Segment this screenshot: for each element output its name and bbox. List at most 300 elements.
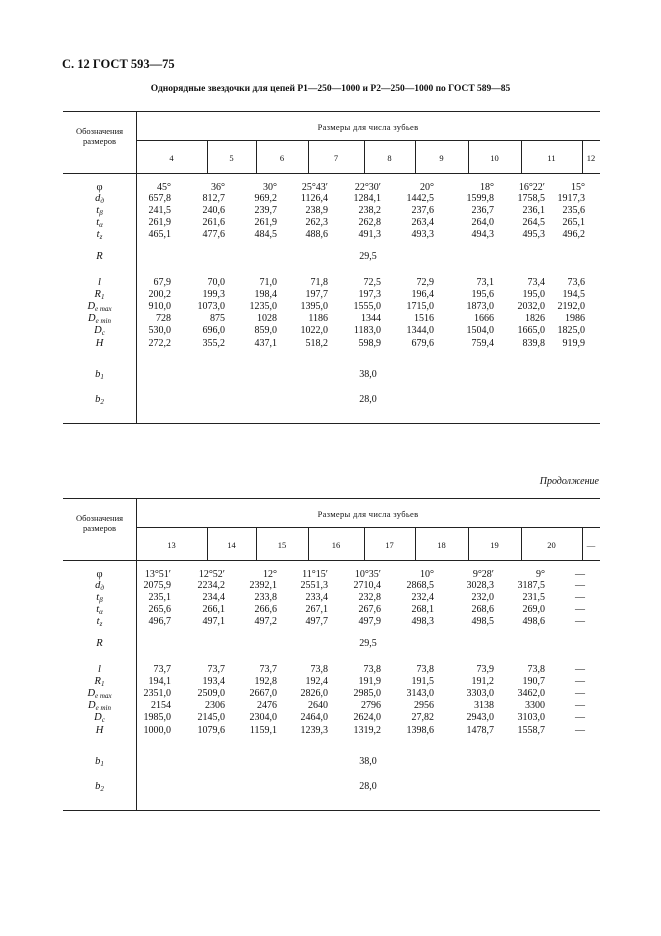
table-cell: 530,0 xyxy=(148,325,171,336)
header-line: Обозначения xyxy=(75,513,124,523)
table-cell: 1504,0 xyxy=(466,325,494,336)
table-cell: 493,3 xyxy=(411,229,434,240)
table-cell: 498,3 xyxy=(411,616,434,627)
table-cell: 2826,0 xyxy=(300,688,328,699)
table-cell: 9°28′ xyxy=(472,569,494,580)
table-cell: 1159,1 xyxy=(249,725,277,736)
table-cell: 261,9 xyxy=(254,217,277,228)
column-number: 20 xyxy=(547,540,556,550)
column-number: 15 xyxy=(277,540,287,550)
symbol-main: R xyxy=(94,289,101,300)
rule-top xyxy=(63,498,600,499)
table-cell: 235,1 xyxy=(148,592,171,603)
table-cell: 2192,0 xyxy=(557,301,585,312)
symbol-main: R xyxy=(96,638,103,649)
table-cell: 267,6 xyxy=(358,604,381,615)
symbol-subscript: 1 xyxy=(100,293,105,301)
table-cell: 266,1 xyxy=(202,604,225,615)
table-cell: 237,6 xyxy=(411,205,434,216)
table-cell: 3143,0 xyxy=(406,688,434,699)
column-number: 10 xyxy=(490,153,499,163)
page-header: С. 12 ГОСТ 593—75 xyxy=(62,57,175,71)
table-cell: 969,2 xyxy=(254,193,277,204)
table-cell: 2667,0 xyxy=(249,688,277,699)
table-cell: 1666 xyxy=(474,313,494,324)
table-cell: 236,7 xyxy=(471,205,494,216)
table-cell: 261,6 xyxy=(202,217,225,228)
table-cell: 200,2 xyxy=(148,289,171,300)
rule-size-header xyxy=(136,140,600,141)
table-cell: 231,5 xyxy=(522,592,545,603)
table-cell: 199,3 xyxy=(202,289,225,300)
table-cell: 45° xyxy=(157,182,171,193)
table-cell: 235,6 xyxy=(562,205,585,216)
row-symbol xyxy=(63,712,136,726)
table-cell: 22°30′ xyxy=(354,182,381,193)
size-header: Размеры для числа зубьев xyxy=(317,509,419,519)
table-cell: 233,4 xyxy=(305,592,328,603)
table-cell: 16°22′ xyxy=(518,182,545,193)
row-R-value: 29,5 xyxy=(359,638,377,649)
table-cell: 73,9 xyxy=(476,664,494,675)
symbol-subscript: z xyxy=(99,620,103,628)
symbol-subscript: e min xyxy=(95,317,111,325)
table-cell: 191,9 xyxy=(358,676,381,687)
table-cell: 194,1 xyxy=(148,676,171,687)
table-cell: 268,1 xyxy=(411,604,434,615)
column-number: 5 xyxy=(229,153,234,163)
table-cell: 1186 xyxy=(308,313,328,324)
table-cell: 598,9 xyxy=(358,338,381,349)
table-cell: 261,9 xyxy=(148,217,171,228)
symbol-main: t xyxy=(96,217,100,228)
table-cell: 1825,0 xyxy=(557,325,585,336)
symbol-main: D xyxy=(94,325,102,336)
table-cell: 498,6 xyxy=(522,616,545,627)
symbol-main: l xyxy=(98,277,101,288)
symbol-main: D xyxy=(87,301,96,312)
column-number: — xyxy=(586,540,596,550)
table-cell: 2943,0 xyxy=(466,712,494,723)
table-cell: 3028,3 xyxy=(466,580,494,591)
table-cell: 266,6 xyxy=(254,604,277,615)
table-cell: 264,5 xyxy=(522,217,545,228)
symbol-main: b xyxy=(95,756,101,767)
symbol-main: t xyxy=(96,205,100,216)
table-cell: 190,7 xyxy=(522,676,545,687)
symbol-main: t xyxy=(96,616,100,627)
row-symbol xyxy=(63,664,136,676)
table-cell: — xyxy=(575,580,585,591)
symbol-main: D xyxy=(88,313,96,324)
table-cell: 30° xyxy=(263,182,277,193)
table-cell: 2464,0 xyxy=(300,712,328,723)
header-line: размеров xyxy=(83,523,116,533)
table-cell: 265,1 xyxy=(562,217,585,228)
table-cell: 494,3 xyxy=(471,229,494,240)
table-cell: 2985,0 xyxy=(353,688,381,699)
table-cell: — xyxy=(575,700,585,711)
table-title: Однорядные звездочки для цепей Р1—250—1000 и Р2—250—1000 по ГОСТ 589—85 xyxy=(150,84,511,94)
rule-size-header xyxy=(136,527,600,528)
table-cell: 1558,7 xyxy=(517,725,545,736)
table-cell: 3187,5 xyxy=(517,580,545,591)
table-cell: 477,6 xyxy=(202,229,225,240)
table-cell: 3462,0 xyxy=(517,688,545,699)
table-cell: 3303,0 xyxy=(466,688,494,699)
symbol-main: t xyxy=(96,229,100,240)
header-line: размеров xyxy=(83,136,116,146)
table-cell: 355,2 xyxy=(202,338,225,349)
table-cell: 696,0 xyxy=(202,325,225,336)
symbol-subscript: д xyxy=(100,197,104,205)
row-symbol xyxy=(63,277,136,289)
table-cell: 728 xyxy=(156,313,171,324)
column-divider xyxy=(136,498,137,560)
symbol-main: φ xyxy=(96,569,103,580)
symbol-subscript: 2 xyxy=(100,785,104,793)
table-cell: 70,0 xyxy=(207,277,225,288)
table-cell: 11°15′ xyxy=(302,569,328,580)
symbol-main: D xyxy=(87,688,96,699)
symbol-main: d xyxy=(95,193,101,204)
column-divider xyxy=(136,111,137,173)
table-cell: 2145,0 xyxy=(197,712,225,723)
row-R-symbol xyxy=(63,638,136,650)
symbol-subscript: β xyxy=(99,209,103,217)
table-cell: 234,4 xyxy=(202,592,225,603)
table-cell: 73,8 xyxy=(310,664,328,675)
table-cell: 268,6 xyxy=(471,604,494,615)
table-cell: 73,1 xyxy=(476,277,494,288)
row-symbol xyxy=(63,325,136,339)
table-cell: 2392,1 xyxy=(249,580,277,591)
table-cell: 1344,0 xyxy=(406,325,434,336)
size-header: Размеры для числа зубьев xyxy=(317,122,419,132)
table-cell: 812,7 xyxy=(202,193,225,204)
table-cell: — xyxy=(575,592,585,603)
symbol-main: D xyxy=(88,700,96,711)
symbol-subscript: α xyxy=(99,221,103,229)
table-cell: 12°52′ xyxy=(198,569,225,580)
symbol-subscript: β xyxy=(99,596,103,604)
table-cell: 2710,4 xyxy=(353,580,381,591)
table-cell: 263,4 xyxy=(411,217,434,228)
table-cell: 191,5 xyxy=(411,676,434,687)
symbol-main: φ xyxy=(96,182,103,193)
column-number: 6 xyxy=(279,153,285,163)
table-cell: 1000,0 xyxy=(143,725,171,736)
table-cell: 518,2 xyxy=(305,338,328,349)
table-cell: — xyxy=(575,664,585,675)
table-cell: 497,2 xyxy=(254,616,277,627)
table-cell: 497,9 xyxy=(358,616,381,627)
table-cell: 15° xyxy=(571,182,585,193)
table-cell: 269,0 xyxy=(522,604,545,615)
table-cell: 232,8 xyxy=(358,592,381,603)
table-cell: 1478,7 xyxy=(466,725,494,736)
table-cell: 1028 xyxy=(257,313,277,324)
table-cell: 18° xyxy=(480,182,494,193)
row-b2-symbol xyxy=(63,394,136,408)
table-cell: 2304,0 xyxy=(249,712,277,723)
table-cell: 272,2 xyxy=(148,338,171,349)
table-cell: — xyxy=(575,569,585,580)
table-cell: 3138 xyxy=(474,700,494,711)
table-cell: 2032,0 xyxy=(517,301,545,312)
table-cell: 488,6 xyxy=(305,229,328,240)
symbol-subscript: c xyxy=(101,329,105,337)
table-cell: 1599,8 xyxy=(466,193,494,204)
table-cell: 238,2 xyxy=(358,205,381,216)
symbol-main: H xyxy=(95,725,104,736)
symbol-subscript: α xyxy=(99,608,103,616)
header-line: Обозначения xyxy=(75,126,124,136)
table-cell: 1395,0 xyxy=(300,301,328,312)
table-cell: 233,8 xyxy=(254,592,277,603)
table-cell: 491,3 xyxy=(358,229,381,240)
row-b1-symbol xyxy=(63,756,136,770)
table-cell: 3300 xyxy=(525,700,545,711)
table-cell: 2551,3 xyxy=(300,580,328,591)
row-symbol xyxy=(63,616,136,630)
column-number: 7 xyxy=(333,153,339,163)
table-cell: 679,6 xyxy=(411,338,434,349)
table-cell: 265,6 xyxy=(148,604,171,615)
table-cell: 71,0 xyxy=(259,277,277,288)
table-cell: 1183,0 xyxy=(353,325,381,336)
table-cell: — xyxy=(575,604,585,615)
table-cell: 2640 xyxy=(308,700,328,711)
rule-top xyxy=(63,111,600,112)
table-cell: 194,5 xyxy=(562,289,585,300)
column-number: 14 xyxy=(227,540,236,550)
table-cell: 1917,3 xyxy=(557,193,585,204)
column-header-designations xyxy=(63,513,136,533)
table-cell: — xyxy=(575,712,585,723)
table-cell: 497,1 xyxy=(202,616,225,627)
table-cell: 1344 xyxy=(361,313,381,324)
table-cell: 239,7 xyxy=(254,205,277,216)
table-cell: 73,8 xyxy=(363,664,381,675)
table-cell: 919,9 xyxy=(562,338,585,349)
symbol-subscript: z xyxy=(99,233,103,241)
table-cell: 859,0 xyxy=(254,325,277,336)
table-cell: 72,9 xyxy=(416,277,434,288)
table-cell: 496,2 xyxy=(562,229,585,240)
table-cell: 67,9 xyxy=(153,277,171,288)
table-cell: 73,8 xyxy=(416,664,434,675)
symbol-main: b xyxy=(95,781,101,792)
table-cell: 1555,0 xyxy=(353,301,381,312)
table-cell: 1715,0 xyxy=(406,301,434,312)
table-cell: 2154 xyxy=(151,700,171,711)
column-divider xyxy=(136,560,137,810)
table-cell: 1284,1 xyxy=(353,193,381,204)
table-cell: 73,4 xyxy=(527,277,545,288)
symbol-subscript: e max xyxy=(95,692,112,700)
table-cell: 25°43′ xyxy=(301,182,328,193)
table-cell: 241,5 xyxy=(148,205,171,216)
table-cell: 1826 xyxy=(525,313,545,324)
table-cell: 1442,5 xyxy=(406,193,434,204)
row-R-value: 29,5 xyxy=(359,251,377,262)
continuation-label: Продолжение xyxy=(539,476,599,487)
symbol-main: D xyxy=(94,712,102,723)
row-symbol xyxy=(63,725,136,737)
column-number: 19 xyxy=(490,540,499,550)
rule-bottom xyxy=(63,810,600,811)
table-cell: 2351,0 xyxy=(143,688,171,699)
table-cell: — xyxy=(575,616,585,627)
table-cell: 759,4 xyxy=(471,338,494,349)
column-number: 8 xyxy=(387,153,392,163)
table-cell: 9° xyxy=(536,569,545,580)
rule-bottom xyxy=(63,423,600,424)
table-cell: 497,7 xyxy=(305,616,328,627)
table-cell: 2796 xyxy=(361,700,381,711)
row-b2-value: 28,0 xyxy=(359,781,377,792)
table-cell: 1126,4 xyxy=(300,193,328,204)
table-cell: 1665,0 xyxy=(517,325,545,336)
table-cell: 1235,0 xyxy=(249,301,277,312)
table-cell: 1873,0 xyxy=(466,301,494,312)
symbol-main: R xyxy=(96,251,103,262)
table-cell: 2075,9 xyxy=(143,580,171,591)
row-b2-value: 28,0 xyxy=(359,394,377,405)
table-cell: 1079,6 xyxy=(197,725,225,736)
table-cell: 875 xyxy=(210,313,225,324)
symbol-main: b xyxy=(95,369,101,380)
table-cell: 1398,6 xyxy=(406,725,434,736)
symbol-main: R xyxy=(94,676,101,687)
table-cell: 197,3 xyxy=(358,289,381,300)
table-cell: 73,7 xyxy=(259,664,277,675)
table-cell: 657,8 xyxy=(148,193,171,204)
table-cell: 262,3 xyxy=(305,217,328,228)
table-cell: 1516 xyxy=(414,313,434,324)
table-cell: 195,6 xyxy=(471,289,494,300)
table-cell: 264,0 xyxy=(471,217,494,228)
row-symbol xyxy=(63,338,136,350)
symbol-subscript: e min xyxy=(95,704,111,712)
symbol-subscript: 1 xyxy=(100,680,105,688)
symbol-subscript: 1 xyxy=(100,373,104,381)
column-number: 13 xyxy=(167,540,176,550)
symbol-main: t xyxy=(96,604,100,615)
table-cell: 267,1 xyxy=(305,604,328,615)
symbol-main: t xyxy=(96,592,100,603)
table-cell: 240,6 xyxy=(202,205,225,216)
column-divider xyxy=(136,173,137,423)
table-cell: 2234,2 xyxy=(197,580,225,591)
table-cell: 73,8 xyxy=(527,664,545,675)
column-number: 4 xyxy=(169,153,174,163)
table-cell: 1022,0 xyxy=(300,325,328,336)
rule-header-bottom xyxy=(63,173,600,174)
table-cell: 73,7 xyxy=(207,664,225,675)
table-cell: 27,82 xyxy=(411,712,434,723)
column-number: 17 xyxy=(385,540,394,550)
table-cell: 10° xyxy=(420,569,434,580)
symbol-subscript: д xyxy=(100,584,104,592)
column-number: 9 xyxy=(439,153,444,163)
symbol-main: l xyxy=(98,664,101,675)
table-cell: 232,4 xyxy=(411,592,434,603)
table-cell: 195,0 xyxy=(522,289,545,300)
table-cell: 2476 xyxy=(257,700,277,711)
table-cell: 2956 xyxy=(414,700,434,711)
row-b1-symbol xyxy=(63,369,136,383)
table-cell: 72,5 xyxy=(363,277,381,288)
table-cell: 192,8 xyxy=(254,676,277,687)
column-number: 12 xyxy=(586,153,596,163)
table-cell: 1073,0 xyxy=(197,301,225,312)
table-cell: 262,8 xyxy=(358,217,381,228)
table-cell: 3103,0 xyxy=(517,712,545,723)
table-cell: 839,8 xyxy=(522,338,545,349)
table-cell: 71,8 xyxy=(310,277,328,288)
table-cell: 193,4 xyxy=(202,676,225,687)
table-cell: 484,5 xyxy=(254,229,277,240)
table-cell: 437,1 xyxy=(254,338,277,349)
table-cell: 498,5 xyxy=(471,616,494,627)
table-cell: 191,2 xyxy=(471,676,494,687)
table-cell: 12° xyxy=(263,569,277,580)
row-b2-symbol xyxy=(63,781,136,795)
table-cell: 2624,0 xyxy=(353,712,381,723)
symbol-subscript: 2 xyxy=(100,398,104,406)
table-cell: 192,4 xyxy=(305,676,328,687)
symbol-main: H xyxy=(95,338,104,349)
table-cell: 20° xyxy=(420,182,434,193)
table-cell: 465,1 xyxy=(148,229,171,240)
table-cell: 13°51′ xyxy=(144,569,171,580)
table-cell: — xyxy=(575,676,585,687)
table-cell: 910,0 xyxy=(148,301,171,312)
symbol-subscript: e max xyxy=(95,305,112,313)
column-number: 16 xyxy=(331,540,341,550)
column-header-designations xyxy=(63,126,136,146)
table-cell: 232,0 xyxy=(471,592,494,603)
table-cell: 2306 xyxy=(205,700,225,711)
table-cell: 198,4 xyxy=(254,289,277,300)
column-number: 18 xyxy=(437,540,446,550)
table-cell: — xyxy=(575,725,585,736)
table-cell: 73,6 xyxy=(567,277,585,288)
table-cell: 1319,2 xyxy=(353,725,381,736)
rule-header-bottom xyxy=(63,560,600,561)
table-cell: 2509,0 xyxy=(197,688,225,699)
table-cell: 496,7 xyxy=(148,616,171,627)
table-cell: 238,9 xyxy=(305,205,328,216)
symbol-subscript: c xyxy=(101,716,105,724)
table-cell: 73,7 xyxy=(153,664,171,675)
symbol-main: d xyxy=(95,580,101,591)
row-b1-value: 38,0 xyxy=(359,369,377,380)
table-cell: 236,1 xyxy=(522,205,545,216)
table-cell: 2868,5 xyxy=(406,580,434,591)
table-cell: 10°35′ xyxy=(354,569,381,580)
row-b1-value: 38,0 xyxy=(359,756,377,767)
table-cell: 1986 xyxy=(565,313,585,324)
table-cell: 196,4 xyxy=(411,289,434,300)
table-cell: 36° xyxy=(211,182,225,193)
table-cell: 1985,0 xyxy=(143,712,171,723)
table-cell: 1758,5 xyxy=(517,193,545,204)
symbol-subscript: 1 xyxy=(100,760,104,768)
table-cell: 495,3 xyxy=(522,229,545,240)
